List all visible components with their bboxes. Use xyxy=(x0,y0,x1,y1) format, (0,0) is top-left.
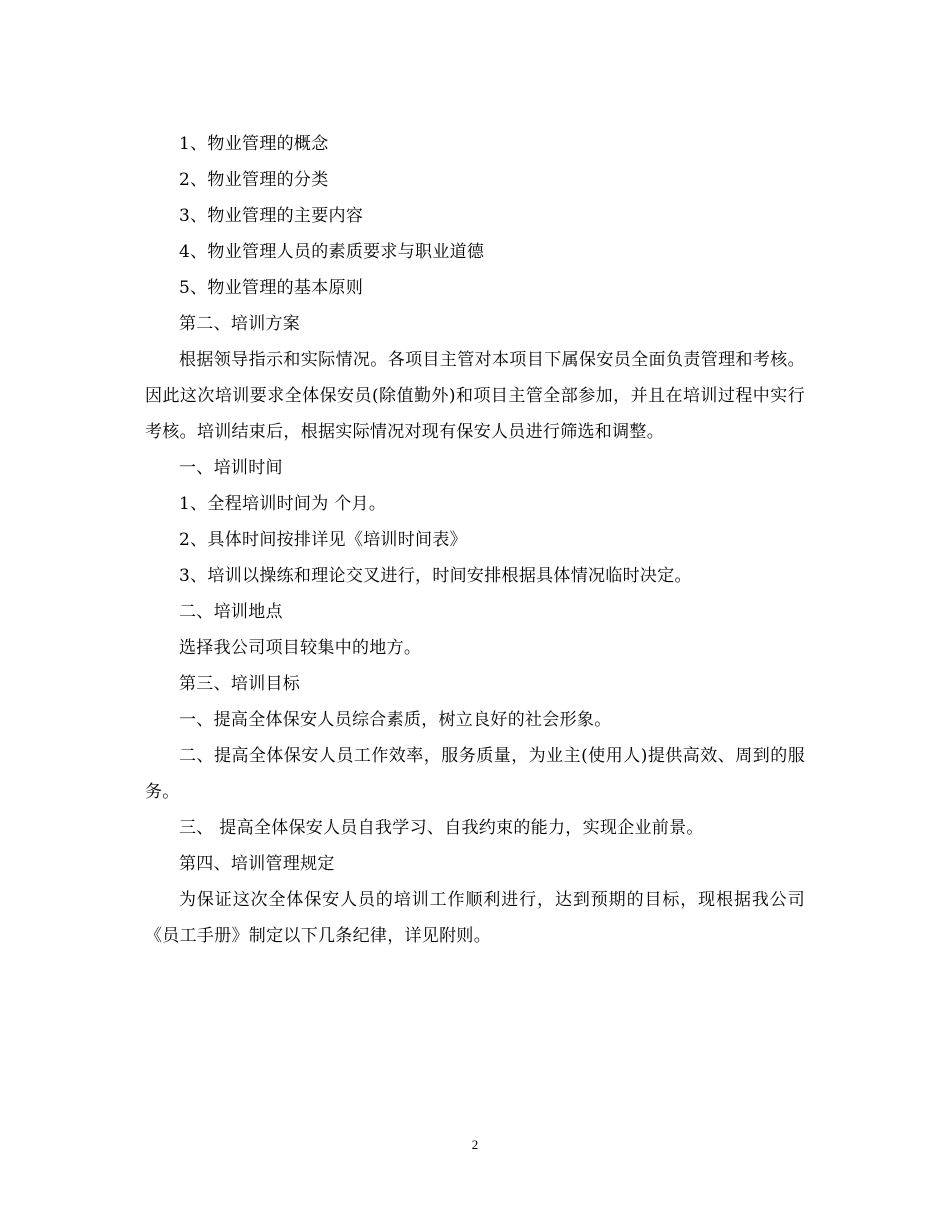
section-heading: 第四、培训管理规定 xyxy=(179,854,335,874)
section-heading: 第二、培训方案 xyxy=(179,314,301,334)
paragraph: 5、物业管理的基本原则 xyxy=(179,278,364,298)
section-heading: 第三、培训目标 xyxy=(179,674,301,694)
paragraph: 3、物业管理的主要内容 xyxy=(179,206,364,226)
paragraph: 2、物业管理的分类 xyxy=(179,170,329,190)
paragraph: 三、 提高全体保安人员自我学习、自我约束的能力，实现企业前景。 xyxy=(179,818,704,838)
paragraph: 根据领导指示和实际情况。各项目主管对本项目下属保安员全面负责管理和考核。因此这次培训要求全体保安员(除值勤外)和项目主管全部参加，并且在培训过程中实行考核。培训结束后，根据实际情况对现有保安人员进行筛选和调整。 xyxy=(145,350,805,442)
paragraph: 1、全程培训时间为 个月。 xyxy=(179,494,387,514)
paragraph: 二、提高全体保安人员工作效率，服务质量，为业主(使用人)提供高效、周到的服务。 xyxy=(145,746,805,802)
paragraph: 一、提高全体保安人员综合素质，树立良好的社会形象。 xyxy=(179,710,612,730)
subsection-heading: 二、培训地点 xyxy=(179,602,283,622)
page-number: 2 xyxy=(471,1137,479,1152)
paragraph: 选择我公司项目较集中的地方。 xyxy=(179,638,422,658)
paragraph: 2、具体时间按排详见《培训时间表》 xyxy=(179,530,467,550)
paragraph: 4、物业管理人员的素质要求与职业道德 xyxy=(179,242,485,262)
paragraph: 3、培训以操练和理论交叉进行，时间安排根据具体情况临时决定。 xyxy=(179,566,692,586)
paragraph: 为保证这次全体保安人员的培训工作顺利进行，达到预期的目标，现根据我公司《员工手册》制定以下几条纪律，详见附则。 xyxy=(145,890,805,946)
document-body xyxy=(145,126,805,954)
subsection-heading: 一、培训时间 xyxy=(179,458,283,478)
paragraph: 1、物业管理的概念 xyxy=(179,134,329,154)
